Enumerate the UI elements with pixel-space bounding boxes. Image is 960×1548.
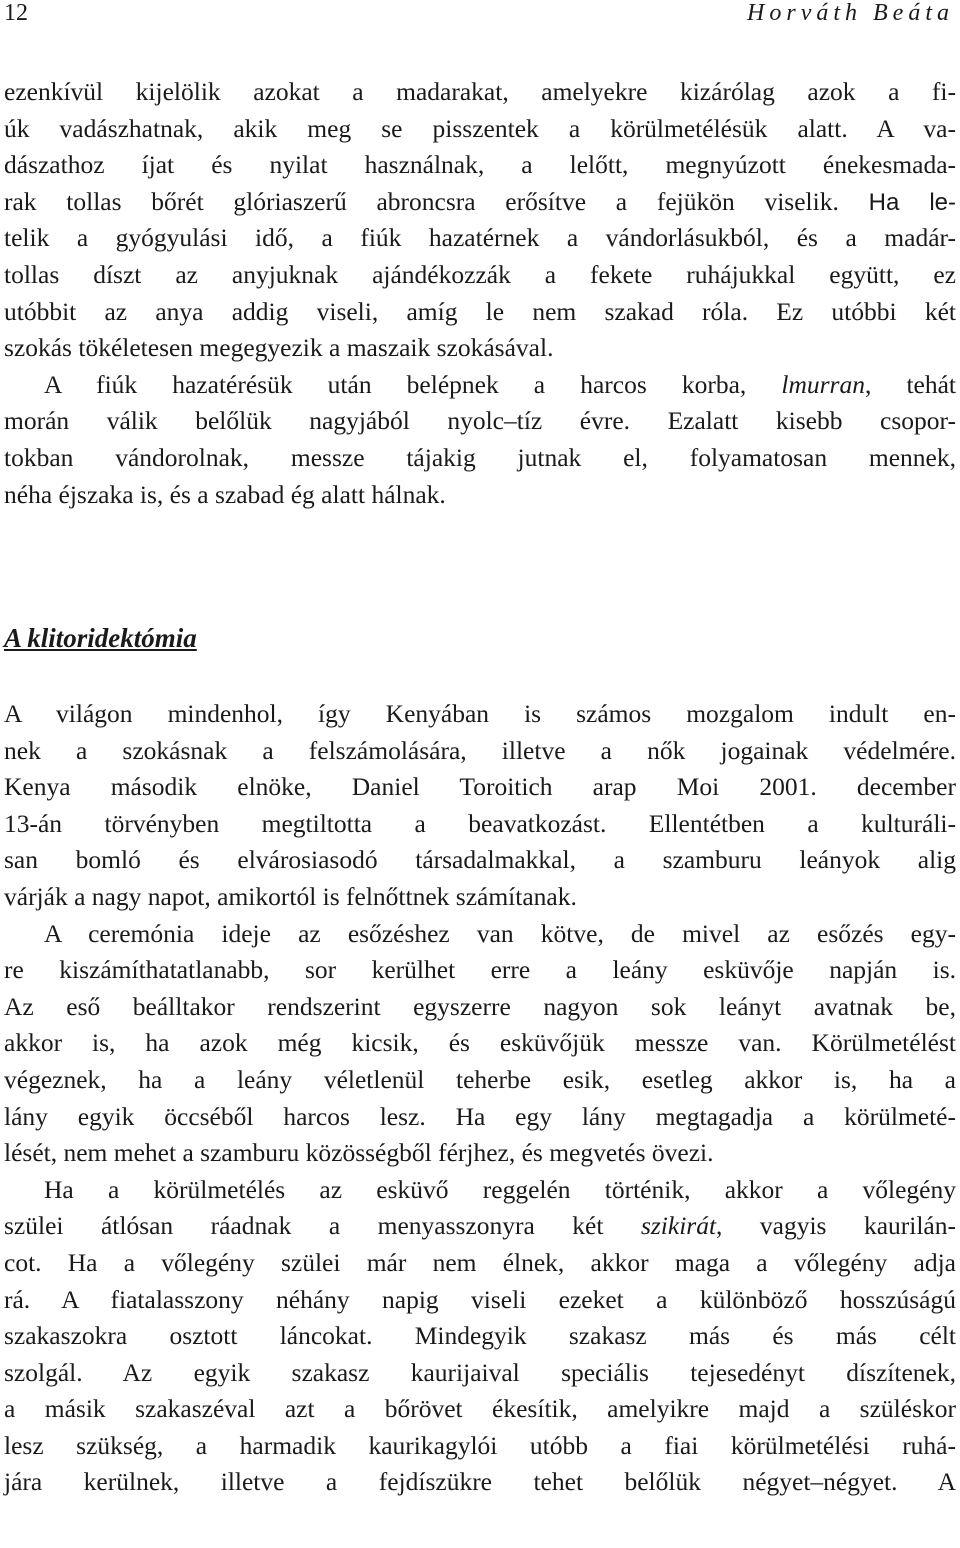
text-line: lány egyik öccséből harcos lesz. Ha egy lány megtagadja a körülmeté- xyxy=(4,1101,956,1131)
text-line: szokás tökéletesen megegyezik a maszaik szokásával. xyxy=(4,333,554,363)
italic-term: szikirát xyxy=(640,1211,717,1241)
running-head: Horváth Beáta xyxy=(747,0,954,26)
text-line xyxy=(4,184,956,221)
paragraph xyxy=(4,696,956,916)
text-line: A világon mindenhol, így Kenyában is számos mozgalom indult en- xyxy=(4,699,956,728)
text-segment: rak tollas bőrét glóriaszerű abroncsra erősítve a fejükön viselik. xyxy=(4,186,839,216)
text-segment: Ha le- xyxy=(868,188,956,216)
text-line: néha éjszaka is, és a szabad ég alatt hálnak. xyxy=(4,479,446,509)
text-segment: A fiúk hazatérésük után belépnek a harcos korba, xyxy=(44,369,782,399)
text-line: telik a gyógyulási idő, a fiúk hazatérnek a vándorlásukból, és a madár- xyxy=(4,223,956,253)
text-line: lését, nem mehet a szamburu közösségből férjhez, és megvetés övezi. xyxy=(4,1138,714,1168)
text-line: dászathoz íjat és nyilat használnak, a lelőtt, megnyúzott énekesmada- xyxy=(4,150,956,180)
text-line: akkor is, ha azok még kicsik, és esküvőjük messze van. Körülmetélést xyxy=(4,1028,956,1058)
body-text-top xyxy=(4,74,956,513)
text-line: morán válik belőlük nagyjából nyolc–tíz évre. Ezalatt kisebb csopor- xyxy=(4,406,956,436)
paragraph xyxy=(4,367,956,513)
text-line: a másik szakaszéval azt a bőrövet ékesítik, amelyikre majd a szüléskor xyxy=(4,1394,956,1424)
text-line: úk vadászhatnak, akik meg se pisszentek a körülmetélésük alatt. A va- xyxy=(4,113,956,143)
paragraph xyxy=(4,74,956,367)
page-header xyxy=(0,0,960,30)
text-line: Az eső beálltakor rendszerint egyszerre nagyon sok leányt avatnak be, xyxy=(4,991,956,1021)
italic-term: lmurran xyxy=(781,369,865,399)
text-line: várják a nagy napot, amikortól is felnőttnek számítanak. xyxy=(4,881,577,911)
text-line: tollas díszt az anyjuknak ajándékozzák a fekete ruhájukkal együtt, ez xyxy=(4,259,956,289)
section-heading: A klitoridektómia xyxy=(4,623,197,653)
text-line: ezenkívül kijelölik azokat a madarakat, amelyekre kizárólag azok a fi- xyxy=(4,77,956,106)
text-line: Ha a körülmetélés az esküvő reggelén történik, akkor a vőlegény xyxy=(44,1174,956,1204)
text-segment: szülei átlósan ráadnak a menyasszonyra két xyxy=(4,1211,641,1241)
text-line: cot. Ha a vőlegény szülei már nem élnek, akkor maga a vőlegény adja xyxy=(4,1247,956,1277)
text-line: re kiszámíthatatlanabb, sor kerülhet erre a leány esküvője napján is. xyxy=(4,955,956,985)
text-line: szakaszokra osztott láncokat. Mindegyik szakasz más és más célt xyxy=(4,1321,956,1351)
text-line: szolgál. Az egyik szakasz kaurijaival speciális tejesedényt díszítenek, xyxy=(4,1357,956,1387)
body-text-bottom xyxy=(4,696,956,1501)
text-line xyxy=(4,367,956,404)
paragraph xyxy=(4,1172,956,1501)
text-segment: , vagyis kaurilán- xyxy=(716,1211,956,1241)
text-line: utóbbit az anya addig viseli, amíg le nem szakad róla. Ez utóbbi két xyxy=(4,296,956,326)
text-line: 13-án törvényben megtiltotta a beavatkozást. Ellentétben a kulturáli- xyxy=(4,808,956,838)
text-line: rá. A fiatalasszony néhány napig viseli ezeket a különböző hosszúságú xyxy=(4,1284,956,1314)
text-line: A ceremónia ideje az esőzéshez van kötve, de mivel az esőzés egy- xyxy=(44,918,956,948)
text-segment: , tehát xyxy=(864,369,957,399)
text-line: san bomló és elvárosiasodó társadalmakkal, a szamburu leányok alig xyxy=(4,845,956,875)
page-number: 12 xyxy=(4,0,28,26)
text-line: jára kerülnek, illetve a fejdíszükre tehet belőlük négyet–négyet. A xyxy=(4,1467,956,1497)
text-line: lesz szükség, a harmadik kaurikagylói utóbb a fiai körülmetélési ruhá- xyxy=(4,1430,956,1460)
text-line xyxy=(4,1208,956,1245)
text-line: nek a szokásnak a felszámolására, illetve a nők jogainak védelmére. xyxy=(4,735,956,765)
paragraph xyxy=(4,916,956,1172)
text-line: végeznek, ha a leány véletlenül teherbe esik, esetleg akkor is, ha a xyxy=(4,1064,956,1094)
text-line: Kenya második elnöke, Daniel Toroitich arap Moi 2001. december xyxy=(4,772,956,802)
text-line: tokban vándorolnak, messze tájakig jutnak el, folyamatosan mennek, xyxy=(4,442,956,472)
